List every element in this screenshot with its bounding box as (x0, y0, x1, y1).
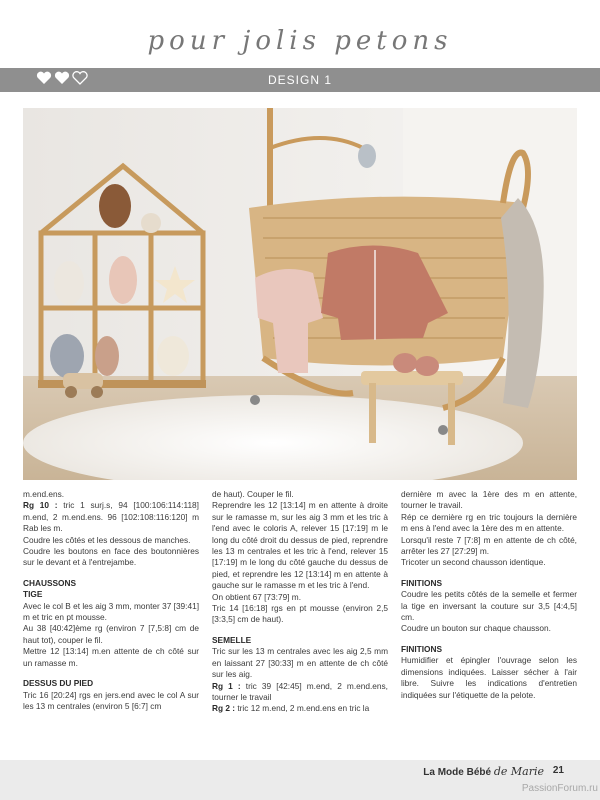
paragraph: Tric 14 [16:18] rgs en pt mousse (environ 2,5 [3:3,5] cm de haut). (212, 603, 388, 625)
section-heading: DESSUS DU PIED (23, 678, 94, 689)
row-text: tric 12 m.end, 2 m.end.ens en tric la (235, 703, 370, 714)
paragraph: Mettre 12 [13:14] m.en attente de ch côté sur un ramasse m. (23, 646, 199, 668)
paragraph: Tric 16 [20:24] rgs en jers.end avec le col A sur les 13 m centrales (environ 5 [6:7] cm (23, 689, 199, 711)
paragraph: Coudre un bouton sur chaque chausson. (401, 623, 551, 634)
text-column-2 (212, 489, 388, 715)
paragraph: Tricoter un second chausson identique. (401, 557, 546, 568)
paragraph: Coudre les côtés et les dessous de manches. (23, 534, 191, 545)
paragraph (23, 500, 199, 534)
row-label: Rg 1 : (212, 680, 241, 691)
text-column-1 (23, 489, 199, 712)
row-label: Rg 2 : (212, 703, 236, 714)
paragraph: Coudre les petits côtés de la semelle et fermer la tige en inversant la couture sur 3,5 [4:4,5] cm. (401, 589, 577, 623)
page-number: 21 (552, 765, 564, 776)
magazine-brand (423, 765, 544, 778)
section-heading: FINITIONS (401, 643, 443, 654)
row-text: tric 1 surj.s, 94 [100:106:114:118] m.end, 2 m.end.ens. 96 [102:108:116:120] m Rab les m. (23, 500, 199, 534)
text-column-3 (401, 489, 577, 701)
paragraph: Tric sur les 13 m centrales avec les aig 2,5 mm en laissant 27 [30:33] m en attente de ch côté sur les aig. (212, 646, 388, 680)
row-text: tric 39 [42:45] m.end, 2 m.end.ens, tourner le travail (212, 680, 388, 702)
section-subheading: TIGE (23, 589, 43, 600)
paragraph: Lorsqu'il reste 7 [7:8] m en attente de ch côté, arrêter les 27 [27:29] m. (401, 534, 577, 557)
paragraph: Reprendre les 12 [13:14] m en attente à droite sur le ramasse m, sur les aig 3 mm et les tric à l'end avec le coloris A, relever 15 [17:19] m le long du côté droit du dessus de pied, reprendre les 13 m centrales et les tric à l'end, relever 15 [17:19] m le long du côté gauche du dessus de pied, et reprendre les 12 [13:14] m en attente à gauche sur le ramasse m et les tric à l'end. (212, 500, 388, 591)
header-band (0, 0, 600, 68)
paragraph (212, 703, 388, 714)
brand-main: La Mode Bébé (423, 767, 494, 778)
paragraph: Rép ce dernière rg en tric toujours la dernière m ens à l'end avec la 1ère des m en attente. (401, 511, 577, 534)
paragraph: Humidifier et épingler l'ouvrage selon les dimensions indiquées. Laisser sécher à l'air libre. Suivre les indications d'entretien indiquées sur l'étiquette de la pelote. (401, 655, 577, 700)
row-label: Rg 10 : (23, 500, 58, 511)
section-heading: CHAUSSONS (23, 577, 77, 588)
paragraph: dernière m avec la 1ère des m en attente, tourner le travail. (401, 489, 577, 511)
paragraph: Coudre les boutons en face des boutonnières sur le devant et à l'entrejambe. (23, 546, 199, 568)
brand-script: de Marie (493, 765, 544, 778)
page-title: pour jolis petons (147, 26, 453, 56)
page-footer (0, 760, 600, 800)
paragraph: de haut). Couper le fil. (212, 489, 294, 499)
nursery-photo (23, 108, 577, 480)
design-bar (0, 68, 600, 92)
section-heading: FINITIONS (401, 577, 443, 588)
section-heading: SEMELLE (212, 634, 252, 645)
paragraph: On obtient 67 [73:79] m. (212, 591, 302, 602)
paragraph: Avec le col B et les aig 3 mm, monter 37 [39:41] m et tric en pt mousse. (23, 600, 200, 623)
section-label: DESIGN 1 (267, 73, 332, 87)
paragraph: m.end.ens. (23, 489, 65, 499)
paragraph: Au 38 [40:42]ème rg (environ 7 [7,5:8] cm de haut tot), couper le fil. (23, 623, 199, 645)
paragraph (212, 681, 388, 704)
watermark: PassionForum.ru (521, 783, 598, 794)
